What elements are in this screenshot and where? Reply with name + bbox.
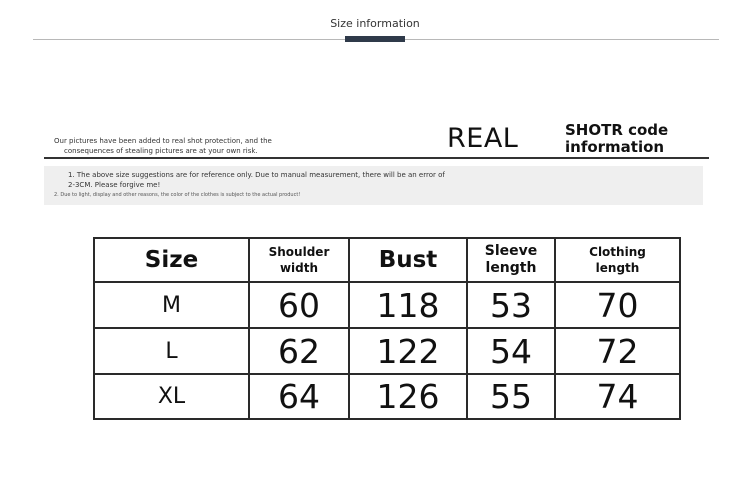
header-sleeve-line2: length: [485, 260, 537, 276]
shotr-code-label: [565, 122, 668, 156]
protection-notice-line1: Our pictures have been added to real shot protection, and the: [54, 137, 272, 145]
header-sleeve-line1: Sleeve: [484, 243, 538, 259]
clothing-cell: 70: [555, 282, 680, 328]
header-shoulder-line2: width: [279, 261, 319, 275]
table-header-row: [94, 238, 680, 282]
protection-notice: [54, 136, 394, 156]
shoulder-cell: 62: [249, 328, 349, 374]
header-size-label: Size: [144, 247, 199, 273]
bust-cell: 122: [349, 328, 467, 374]
table-row: [94, 374, 680, 419]
note-1: [68, 170, 448, 190]
note-1-line2: 2-3CM. Please forgive me!: [68, 181, 161, 189]
table-row: [94, 328, 680, 374]
real-label: REAL: [447, 123, 519, 154]
bust-cell: 126: [349, 374, 467, 419]
sleeve-cell: 54: [467, 328, 555, 374]
header-bust: [349, 238, 467, 282]
size-table: [93, 237, 681, 420]
header-clothing-line1: Clothing: [589, 245, 646, 259]
sleeve-cell: 55: [467, 374, 555, 419]
header-clothing-line2: length: [595, 261, 640, 275]
header-clothing: [555, 238, 680, 282]
note-1-line1: 1. The above size suggestions are for reference only. Due to manual measurement, there will be an error of: [68, 171, 445, 179]
shotr-line2: information: [565, 138, 665, 156]
header-sleeve: [467, 238, 555, 282]
shoulder-cell: 60: [249, 282, 349, 328]
shotr-line1: SHOTR code: [565, 121, 669, 139]
sleeve-cell: 53: [467, 282, 555, 328]
section-divider: [44, 157, 709, 159]
protection-notice-line2: consequences of stealing pictures are at your own risk.: [64, 147, 258, 155]
header-bust-label: Bust: [378, 247, 438, 273]
note-2: 2. Due to light, display and other reasons, the color of the clothes is subject to the actual product!: [54, 192, 301, 198]
header-shoulder: [249, 238, 349, 282]
size-cell: L: [94, 328, 249, 374]
header-size: [94, 238, 249, 282]
size-cell: M: [94, 282, 249, 328]
header-tab-indicator: [345, 36, 405, 42]
table-row: [94, 282, 680, 328]
shoulder-cell: 64: [249, 374, 349, 419]
clothing-cell: 72: [555, 328, 680, 374]
page-title: Size information: [330, 17, 420, 30]
size-cell: XL: [94, 374, 249, 419]
header-shoulder-line1: Shoulder: [268, 245, 330, 259]
clothing-cell: 74: [555, 374, 680, 419]
bust-cell: 118: [349, 282, 467, 328]
